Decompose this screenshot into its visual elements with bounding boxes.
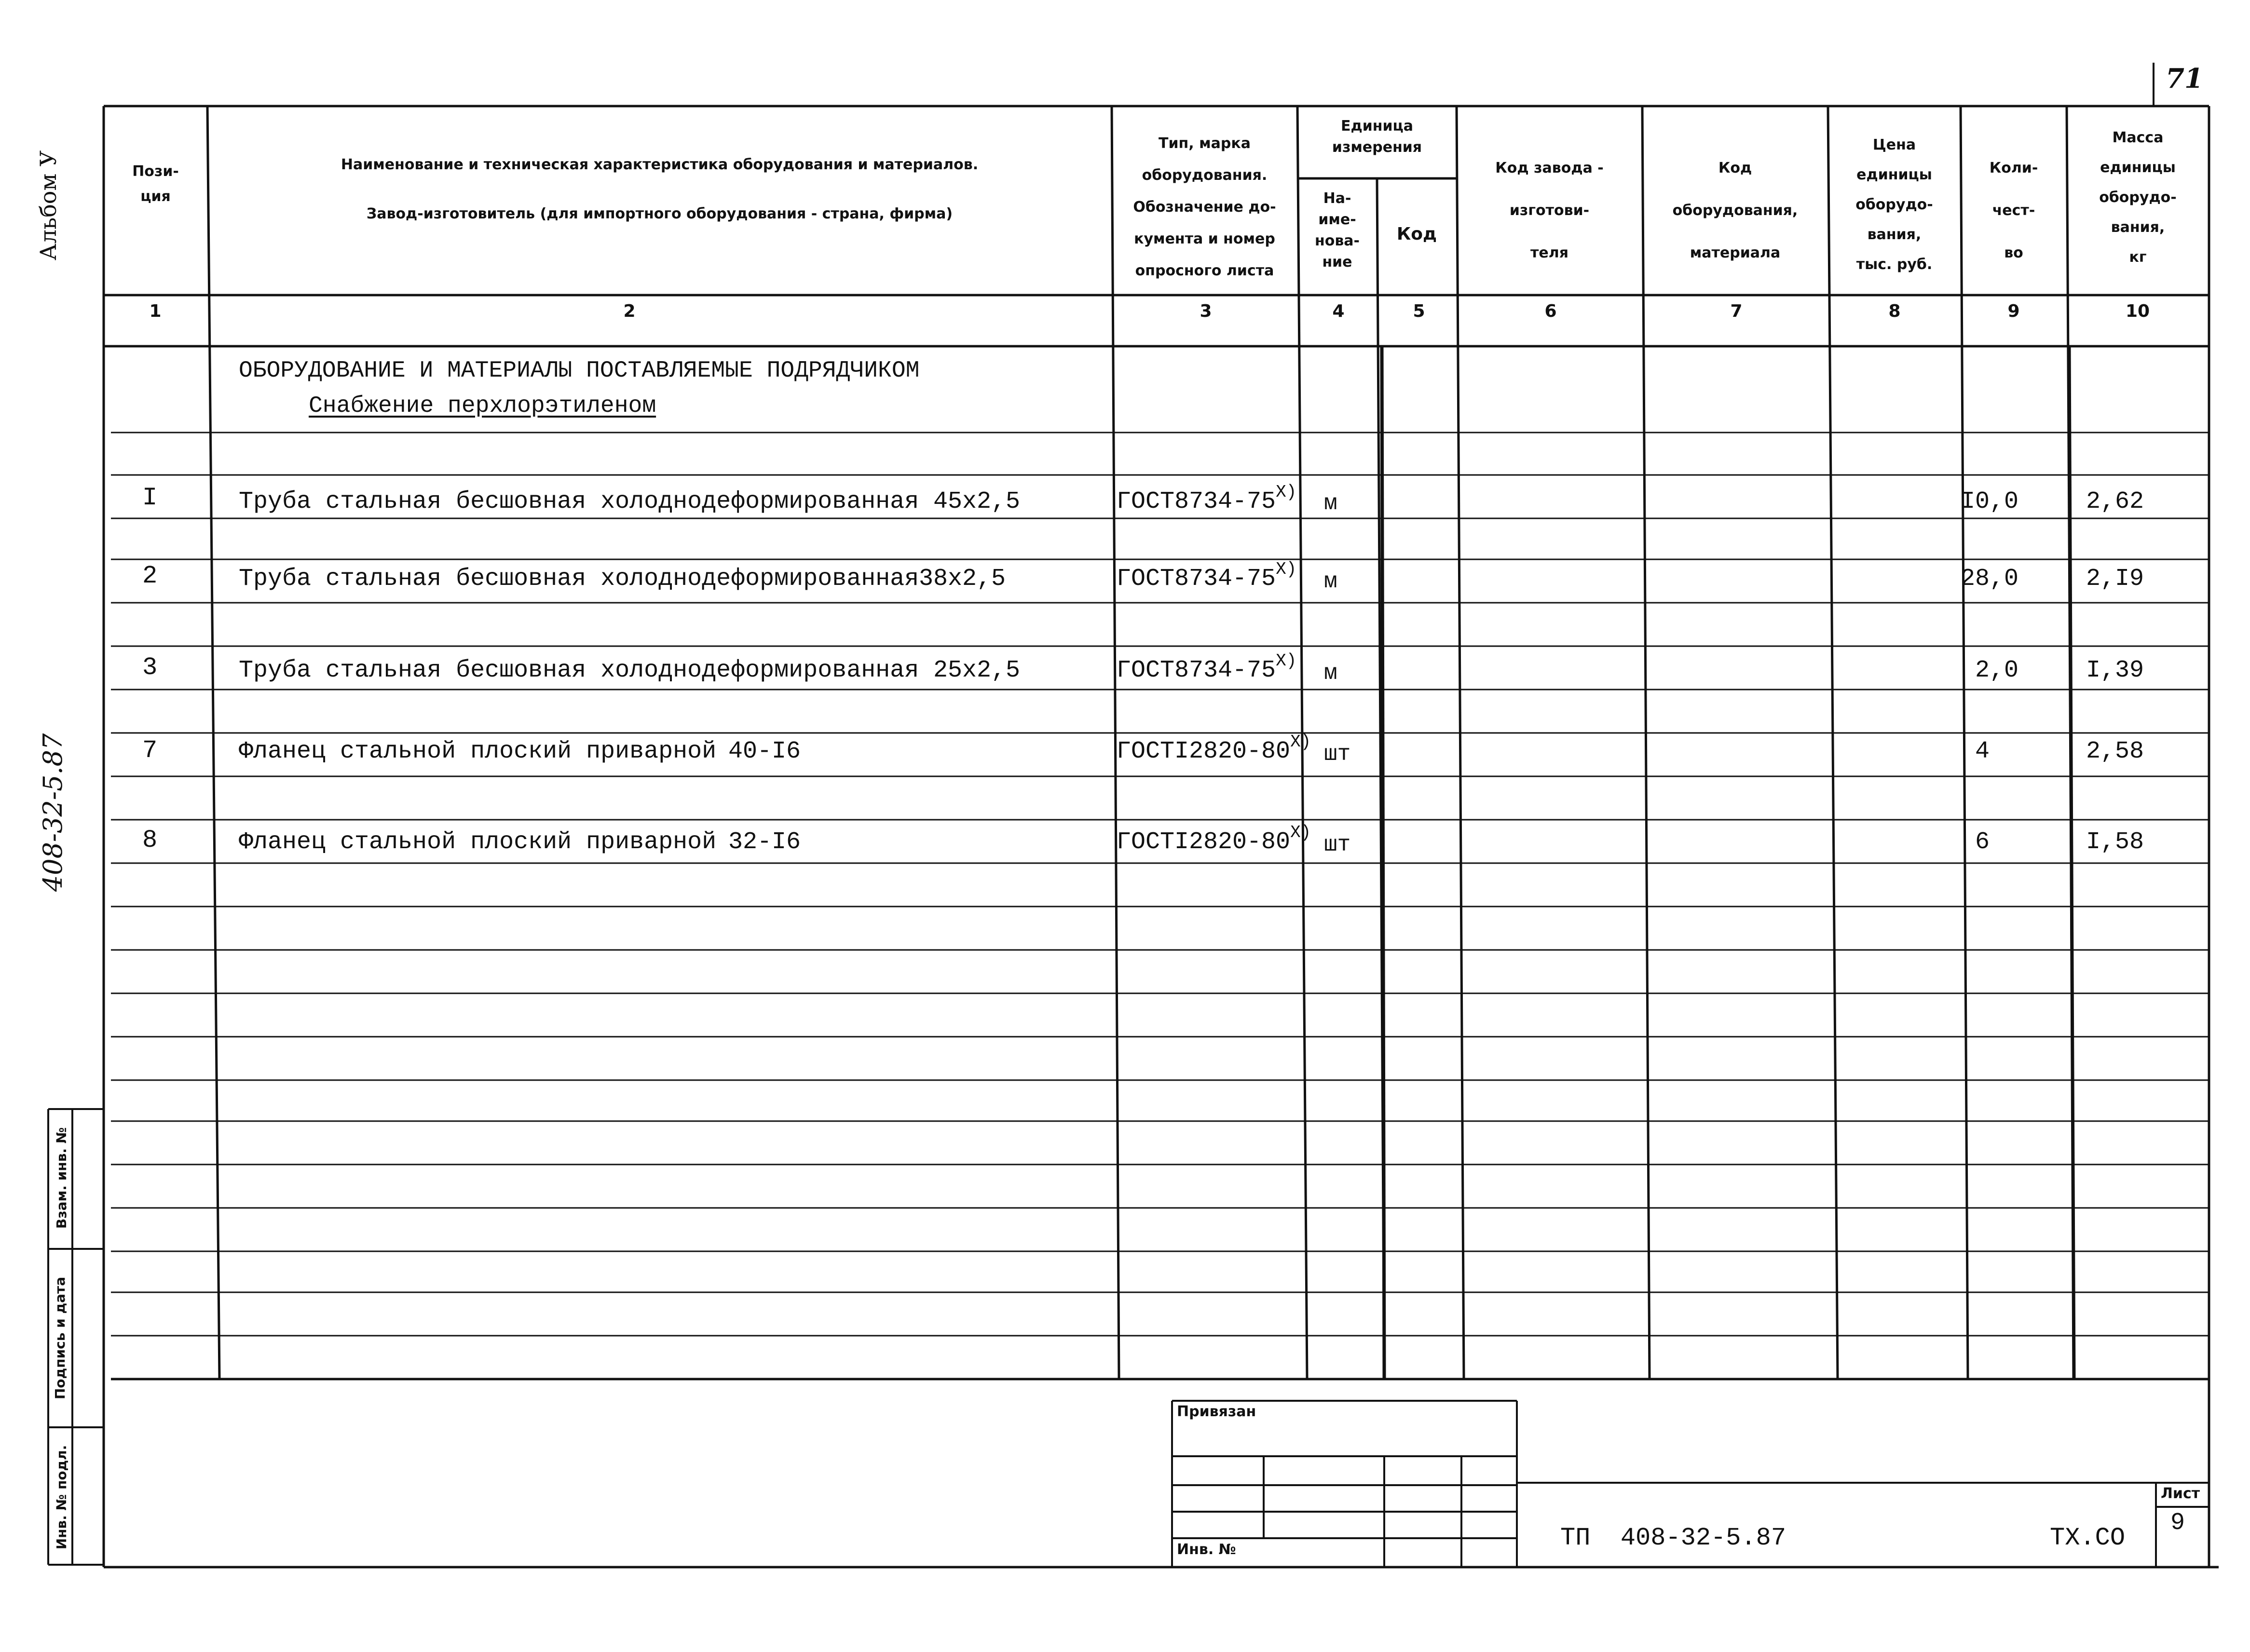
row-name: Труба стальная бесшовная холоднодеформированная: [239, 488, 919, 515]
privyazan-label: Привязан: [1177, 1403, 1256, 1420]
row-name: Фланец стальной плоский приварной: [239, 738, 717, 765]
col-number: 3: [1200, 301, 1212, 321]
col-number: 5: [1413, 301, 1425, 321]
row-position: 8: [142, 826, 158, 854]
row-size: 38x2,5: [919, 565, 1006, 593]
header-position: Пози- ция: [132, 163, 179, 205]
row-doc: $ГОСТ8734-75^{X)}$: [1117, 651, 1297, 684]
header-unit-code: Код: [1396, 224, 1437, 244]
col-number: 10: [2125, 301, 2150, 321]
header-unit-name: На- име- нова- ние: [1314, 190, 1360, 271]
row-unit: шт: [1324, 742, 1351, 767]
stamp-label-replaced-inv: Взам. инв. №: [54, 1127, 69, 1229]
row-size: 32-I6: [728, 828, 801, 856]
row-unit: м: [1324, 491, 1337, 516]
sheet-label: Лист: [2161, 1485, 2200, 1502]
stamp-label-inv-original: Инв. № подл.: [54, 1445, 69, 1550]
document-number: ТП 408-32-5.87: [1560, 1524, 1786, 1552]
row-mass: 2,58: [2086, 738, 2144, 765]
header-type-doc: Тип, марка оборудования. Обозначение до- кумента и номер опросного листа: [1133, 135, 1276, 279]
row-size: 40-I6: [728, 738, 801, 765]
row-size: 25x2,5: [933, 657, 1021, 684]
col-number: 6: [1544, 301, 1557, 321]
inv-no-label: Инв. №: [1177, 1541, 1236, 1558]
col-number: 2: [623, 301, 636, 321]
header-price: Цена единицы оборудо- вания, тыс. руб.: [1855, 136, 1933, 273]
row-unit: шт: [1324, 832, 1351, 857]
header-quantity: Коли- чест- во: [1989, 160, 2038, 261]
row-position: 2: [142, 562, 158, 590]
col-number: 4: [1332, 301, 1345, 321]
row-qty: 6: [1975, 828, 1990, 856]
row-mass: I,39: [2086, 657, 2144, 684]
section-title: ОБОРУДОВАНИЕ И МАТЕРИАЛЫ ПОСТАВЛЯЕМЫЕ ПОДРЯДЧИКОМ: [239, 358, 920, 384]
row-doc: $ГОСТI2820-80^{X)}$: [1117, 732, 1311, 765]
header-factory-code: Код завода - изготови- теля: [1495, 160, 1604, 261]
row-qty: 2,0: [1975, 657, 2019, 684]
row-doc: $ГОСТ8734-75^{X)}$: [1117, 482, 1297, 515]
row-name: Труба стальная бесшовная холоднодеформированная: [239, 565, 919, 593]
row-qty: 4: [1975, 738, 1990, 765]
row-qty: I0,0: [1961, 488, 2019, 515]
row-position: 3: [142, 653, 158, 682]
album-label: Альбом У: [35, 150, 61, 260]
header-unit-group: Единица измерения: [1332, 118, 1422, 156]
header-mass: Масса единицы оборудо- вания, кг: [2099, 129, 2177, 266]
row-doc: $ГОСТI2820-80^{X)}$: [1117, 823, 1311, 856]
row-position: I: [142, 484, 158, 512]
row-name: Фланец стальной плоский приварной: [239, 828, 717, 856]
row-name: Труба стальная бесшовная холоднодеформированная: [239, 657, 919, 684]
row-unit: м: [1324, 661, 1337, 686]
row-doc: $ГОСТ8734-75^{X)}$: [1117, 559, 1297, 593]
row-qty: 28,0: [1961, 565, 2019, 593]
doc-code-handwritten: 408-32-5.87: [38, 733, 68, 892]
row-mass: 2,62: [2086, 488, 2144, 515]
page-corner-number: 71: [2166, 63, 2203, 95]
header-name-line2: Завод-изготовитель (для импортного оборудования - страна, фирма): [366, 205, 953, 222]
row-unit: м: [1324, 569, 1337, 594]
row-mass: I,58: [2086, 828, 2144, 856]
header-equipment-code: Код оборудования, материала: [1672, 160, 1798, 261]
row-mass: 2,I9: [2086, 565, 2144, 593]
header-name-line1: Наименование и техническая характеристика оборудования и материалов.: [341, 156, 979, 173]
col-number: 7: [1730, 301, 1743, 321]
sheet-number: 9: [2170, 1509, 2185, 1537]
col-number: 8: [1888, 301, 1901, 321]
stamp-label-signature-date: Подпись и дата: [52, 1276, 68, 1400]
document-mark: ТХ.СО: [2050, 1524, 2126, 1552]
col-number: 9: [2007, 301, 2020, 321]
col-number: 1: [149, 301, 162, 321]
row-position: 7: [142, 736, 158, 765]
section-subtitle: Снабжение перхлорэтиленом: [309, 393, 656, 419]
row-size: 45x2,5: [933, 488, 1021, 515]
